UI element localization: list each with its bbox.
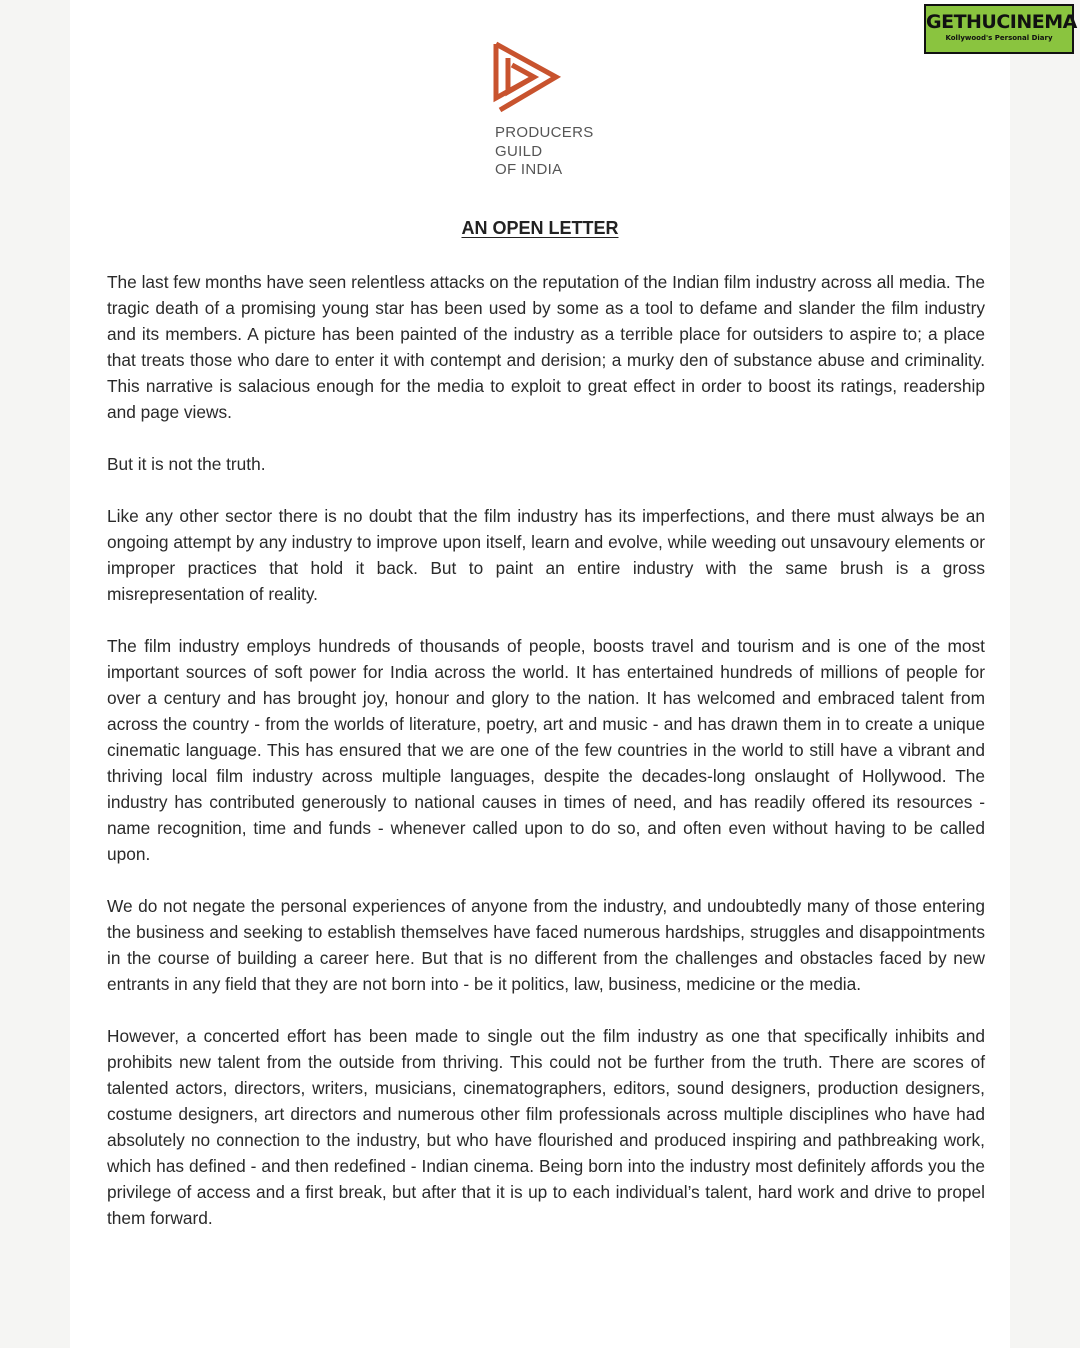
paragraph: We do not negate the personal experiences of anyone from the industry, and undoubtedly many of those entering the business and seeking to establish themselves have faced numerous hardships, struggles and disappointments in the course of building a career here. But that is no different from the challenges and obstacles faced by new entrants in any field that they are not born into - be it politics, law, business, medicine or the media.	[107, 896, 985, 994]
logo-line-3: OF INDIA	[495, 161, 563, 178]
logo-line-2: GUILD	[495, 142, 543, 160]
paragraph: However, a concerted effort has been made to single out the film industry as one that specifically inhibits and prohibits new talent from the outside from thriving. This could not be further from the truth. There are scores of talented actors, directors, writers, musicians, cinematographers, editors, sound designers, production designers, costume designers, art directors and numerous other film professionals across multiple disciplines who have had absolutely no connection to the industry, but who have flourished and produced inspiring and pathbreaking work, which has defined - and then redefined - Indian cinema. Being born into the industry most definitely affords you the privilege of access and a first break, but after that it is up to each individual’s talent, hard work and drive to propel them forward.	[107, 1026, 985, 1228]
paragraph: The film industry employs hundreds of thousands of people, boosts travel and tourism and is one of the most important sources of soft power for India across the world. It has entertained hundreds of millions of people for over a century and has brought joy, honour and glory to the nation. It has welcomed and embraced talent from across the country - from the worlds of literature, poetry, art and music - and has drawn them in to create a unique cinematic language. This has ensured that we are one of the few countries in the world to still have a vibrant and thriving local film industry across multiple languages, despite the decades-long onslaught of Hollywood. The industry has contributed generously to national causes in times of need, and has readily offered its resources - name recognition, time and funds - whenever called upon to do so, and often even without having to be called upon.	[107, 636, 985, 864]
logo-wordmark	[495, 124, 635, 180]
paragraph: Like any other sector there is no doubt that the film industry has its imperfections, and there must always be an ongoing attempt by any industry to improve upon itself, learn and evolve, while weeding out unsavoury elements or improper practices that hold it back. But to paint an entire industry with the same brush is a gross misrepresentation of reality.	[107, 506, 985, 604]
watermark-text: GETHUCINEMA	[926, 11, 1077, 33]
letter-body	[107, 269, 985, 1257]
letter-title: AN OPEN LETTER	[461, 218, 619, 238]
paragraph: But it is not the truth.	[107, 454, 266, 474]
watermark-badge	[924, 4, 1077, 54]
producers-guild-logo-icon	[490, 38, 564, 116]
watermark-subtext: Kollywood's Personal Diary	[945, 34, 1053, 42]
paragraph: The last few months have seen relentless attacks on the reputation of the Indian film industry across all media. The tragic death of a promising young star has been used by some as a tool to defame and slander the film industry and its members. A picture has been painted of the industry as a terrible place for outsiders to aspire to; a place that treats those who dare to enter it with contempt and derision; a murky den of substance abuse and criminality. This narrative is salacious enough for the media to exploit to great effect in order to boost its ratings, readership and page views.	[107, 272, 985, 422]
logo-line-1: PRODUCERS	[495, 124, 594, 141]
